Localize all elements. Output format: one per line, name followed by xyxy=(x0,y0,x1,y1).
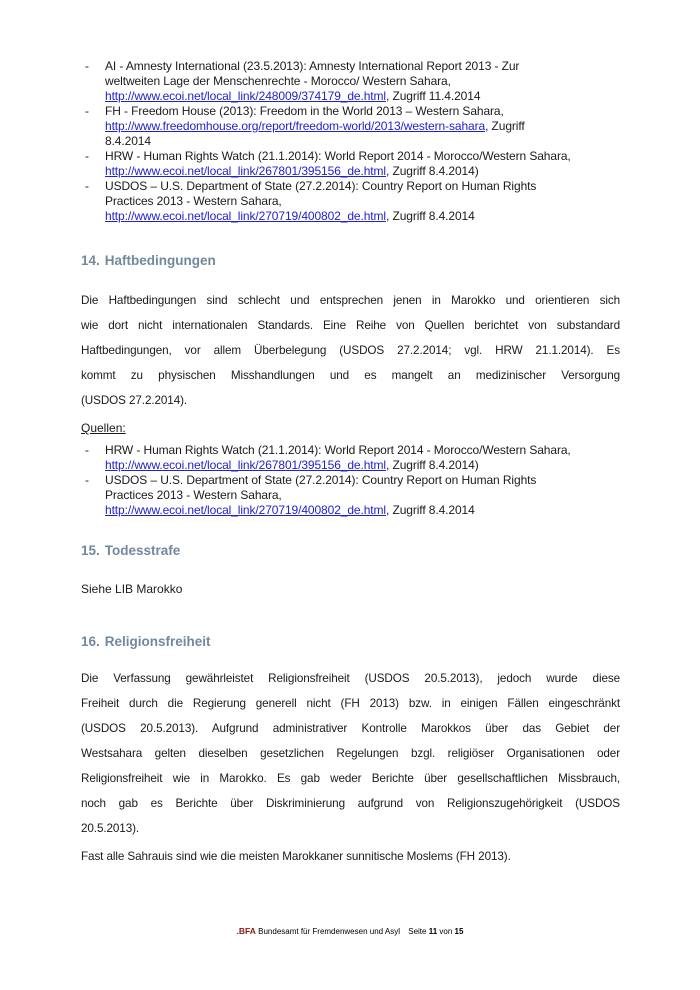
paragraph-line: kommt zu physischen Misshandlungen und es mangelt an medizinischer Versorgung xyxy=(81,369,620,382)
source-line xyxy=(105,89,620,104)
source-text: , Zugriff 8.4.2014 xyxy=(386,503,475,517)
page-label: Seite xyxy=(408,927,427,936)
source-list-top xyxy=(81,59,620,224)
source-line xyxy=(105,149,620,164)
source-link[interactable]: http://www.freedomhouse.org/report/freedom-world/2013/western-sahara xyxy=(105,119,486,133)
paragraph-line: Haftbedingungen, vor allem Überbelegung (USDOS 27.2.2014; vgl. HRW 21.1.2014). Es xyxy=(81,344,620,357)
source-line xyxy=(105,134,620,149)
page-content xyxy=(81,59,620,869)
source-text: , Zugriff 11.4.2014 xyxy=(386,89,481,103)
source-line xyxy=(105,194,620,209)
bfa-logo-text: .BFA xyxy=(236,926,256,936)
source-text: , Zugriff xyxy=(485,119,525,133)
source-line xyxy=(105,164,620,179)
paragraph-line: Westsahara gelten dieselben gesetzlichen Regelungen bzgl. religiöser Organisationen oder xyxy=(81,747,620,760)
page-footer xyxy=(0,926,700,937)
section-heading-haftbedingungen xyxy=(81,252,620,269)
paragraph-line: Die Haftbedingungen sind schlecht und entsprechen jenen in Marokko und orientieren sich xyxy=(81,294,620,307)
paragraph-line: (USDOS 20.5.2013). Aufgrund administrativer Kontrolle Marokkos über das Gebiet der xyxy=(81,722,620,735)
source-text: HRW - Human Rights Watch (21.1.2014): World Report 2014 - Morocco/Western Sahara, xyxy=(105,443,571,457)
source-text: , Zugriff 8.4.2014) xyxy=(386,458,479,472)
source-text: AI - Amnesty International (23.5.2013): Amnesty International Report 2013 - Zur xyxy=(105,59,520,73)
source-item xyxy=(81,473,620,518)
page-indicator xyxy=(408,927,463,936)
source-item xyxy=(81,443,620,473)
paragraph-line: wie dort nicht internationalen Standards. Eine Reihe von Quellen berichtet von substandard xyxy=(81,319,620,332)
paragraph-line: noch gab es Berichte über Diskriminierung aufgrund von Religionszugehörigkeit (USDOS xyxy=(81,797,620,810)
source-text: Practices 2013 - Western Sahara, xyxy=(105,194,282,208)
page-number: 11 xyxy=(428,927,438,936)
page-total: 15 xyxy=(454,927,464,936)
source-line xyxy=(105,74,620,89)
source-line xyxy=(105,104,620,119)
section-title: Religionsfreiheit xyxy=(104,634,211,649)
source-link[interactable]: http://www.ecoi.net/local_link/270719/400802_de.html xyxy=(105,209,386,223)
source-line xyxy=(105,209,620,224)
source-item xyxy=(81,104,620,149)
source-text: , Zugriff 8.4.2014) xyxy=(386,164,479,178)
source-line xyxy=(105,59,620,74)
source-text: USDOS – U.S. Department of State (27.2.2014): Country Report on Human Rights xyxy=(105,473,537,487)
paragraph-line: (USDOS 27.2.2014). xyxy=(81,394,188,407)
source-link[interactable]: http://www.ecoi.net/local_link/267801/395156_de.html xyxy=(105,164,386,178)
section-heading-religionsfreiheit xyxy=(81,633,620,650)
footer-agency-name: Bundesamt für Fremdenwesen und Asyl xyxy=(258,927,400,936)
paragraph-line: Freiheit durch die Regierung generell nicht (FH 2013) bzw. in einigen Fällen eingeschränkt xyxy=(81,697,620,710)
section15-body: Siehe LIB Marokko xyxy=(81,582,183,596)
source-link[interactable]: http://www.ecoi.net/local_link/248009/374179_de.html xyxy=(105,89,386,103)
section-number: 14. xyxy=(81,253,100,268)
source-text: 8.4.2014 xyxy=(105,134,151,148)
paragraph-line: Die Verfassung gewährleistet Religionsfreiheit (USDOS 20.5.2013), jedoch wurde diese xyxy=(81,672,620,685)
sources-label: Quellen: xyxy=(81,421,126,435)
source-text: USDOS – U.S. Department of State (27.2.2014): Country Report on Human Rights xyxy=(105,179,537,193)
source-list-section14 xyxy=(81,443,620,518)
source-line xyxy=(105,488,620,503)
source-text: weltweiten Lage der Menschenrechte - Morocco/ Western Sahara, xyxy=(105,74,451,88)
section16-closing-paragraph: Fast alle Sahrauis sind wie die meisten Marokkaner sunnitische Moslems (FH 2013). xyxy=(81,850,511,863)
source-item xyxy=(81,59,620,104)
section-title: Haftbedingungen xyxy=(104,253,216,268)
page-label-middle: von xyxy=(439,927,453,936)
source-link[interactable]: http://www.ecoi.net/local_link/267801/395156_de.html xyxy=(105,458,386,472)
source-line xyxy=(105,179,620,194)
paragraph-line: Religionsfreiheit wie in Marokko. Es gab weder Berichte über gesellschaftlichen Missbrauch, xyxy=(81,772,620,785)
source-text: HRW - Human Rights Watch (21.1.2014): World Report 2014 - Morocco/Western Sahara, xyxy=(105,149,571,163)
source-item xyxy=(81,179,620,224)
source-line xyxy=(105,473,620,488)
source-line xyxy=(105,119,620,134)
paragraph-line: 20.5.2013). xyxy=(81,822,140,835)
source-item xyxy=(81,149,620,179)
source-text: FH - Freedom House (2013): Freedom in the World 2013 – Western Sahara, xyxy=(105,104,504,118)
source-text: Practices 2013 - Western Sahara, xyxy=(105,488,282,502)
source-link[interactable]: http://www.ecoi.net/local_link/270719/400802_de.html xyxy=(105,503,386,517)
source-line xyxy=(105,443,620,458)
section16-paragraph xyxy=(81,666,620,841)
section14-paragraph xyxy=(81,288,620,413)
source-line xyxy=(105,458,620,473)
section-number: 16. xyxy=(81,634,100,649)
section-title: Todesstrafe xyxy=(104,543,181,558)
section-heading-todesstrafe xyxy=(81,542,620,559)
section-number: 15. xyxy=(81,543,100,558)
source-text: , Zugriff 8.4.2014 xyxy=(386,209,475,223)
source-line xyxy=(105,503,620,518)
